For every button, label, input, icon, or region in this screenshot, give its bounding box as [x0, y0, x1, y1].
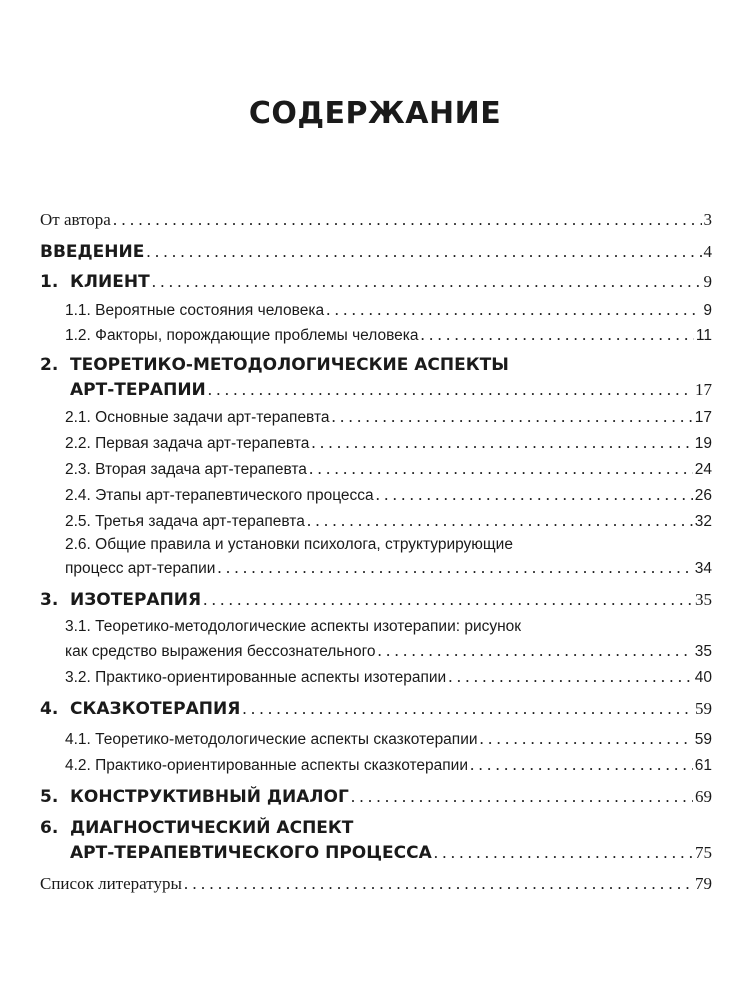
toc-label: 3.2. Практико-ориентированные аспекты изотерапии [65, 669, 447, 686]
leader-dots [311, 433, 692, 453]
toc-entry-1-1[interactable] [65, 300, 712, 320]
chapter-title: КЛИЕНТ [70, 272, 150, 292]
toc-page: 69 [695, 787, 712, 806]
toc-label: 2.3. Вторая задача арт-терапевта [65, 461, 307, 478]
toc-label: как средство выражения бессознательного [65, 643, 376, 660]
toc-label: 2.2. Первая задача арт-терапевта [65, 435, 310, 452]
toc-entry-1-2[interactable] [65, 325, 712, 345]
chapter-number: 4. [40, 699, 59, 719]
toc-entry-author[interactable] [40, 210, 712, 230]
toc-entry-2-2[interactable] [65, 433, 712, 453]
leader-dots [378, 641, 693, 661]
toc-page: 26 [694, 487, 712, 504]
chapter-number: 6. [40, 818, 59, 838]
toc-entry-chapter-6-line1[interactable] [40, 818, 353, 838]
toc-entry-3-1-line1[interactable]: 3.1. Теоретико-методологические аспекты изотерапии: рисунок [65, 618, 522, 635]
toc-entry-4-1[interactable] [65, 729, 712, 749]
leader-dots [470, 755, 693, 775]
toc-page: 79 [695, 874, 712, 893]
toc-entry-chapter-4[interactable] [40, 699, 712, 719]
toc-page: 9 [703, 302, 712, 319]
toc-page: 40 [694, 669, 712, 686]
leader-dots [217, 558, 692, 578]
toc-label [40, 843, 432, 863]
toc-page: 61 [694, 757, 712, 774]
chapter-title-line1: ТЕОРЕТИКО-МЕТОДОЛОГИЧЕСКИЕ АСПЕКТЫ [70, 355, 509, 375]
toc-entry-intro[interactable] [40, 242, 712, 262]
chapter-number: 2. [40, 355, 59, 375]
toc-page: 59 [694, 731, 712, 748]
toc-entry-chapter-1[interactable] [40, 272, 712, 292]
chapter-number: 5. [40, 787, 59, 807]
toc-entry-2-5[interactable] [65, 511, 712, 531]
toc-page: 35 [695, 590, 712, 609]
toc-label [40, 590, 201, 610]
toc-label: 1.1. Вероятные состояния человека [65, 302, 325, 319]
leader-dots [376, 485, 693, 505]
leader-dots [203, 590, 693, 610]
toc-entry-3-1[interactable] [65, 641, 712, 661]
toc-label: ВВЕДЕНИЕ [40, 242, 145, 262]
toc-label: От автора [40, 210, 111, 229]
toc-entry-chapter-6[interactable] [40, 843, 712, 863]
toc-page: 17 [694, 409, 712, 426]
toc-page: 59 [695, 699, 712, 718]
leader-dots [332, 407, 693, 427]
toc-label [40, 787, 349, 807]
toc-entry-2-1[interactable] [65, 407, 712, 427]
toc-entry-2-6[interactable] [65, 558, 712, 578]
leader-dots [146, 242, 701, 262]
toc-entry-chapter-2[interactable] [40, 380, 712, 400]
leader-dots [242, 699, 693, 719]
toc-entry-bibliography[interactable] [40, 874, 712, 894]
toc-page: 34 [694, 560, 712, 577]
toc-label [40, 272, 150, 292]
chapter-title-line1: ДИАГНОСТИЧЕСКИЙ АСПЕКТ [70, 818, 354, 838]
toc-entry-3-2[interactable] [65, 667, 712, 687]
leader-dots [326, 300, 701, 320]
toc-label: 4.2. Практико-ориентированные аспекты сказкотерапии [65, 757, 468, 774]
leader-dots [184, 874, 693, 894]
toc-label: 2.5. Третья задача арт-терапевта [65, 513, 305, 530]
toc-page: 19 [694, 435, 712, 452]
leader-dots [480, 729, 693, 749]
toc-label: 1.2. Факторы, порождающие проблемы человека [65, 327, 419, 344]
toc-page: 17 [695, 380, 712, 399]
toc-page: 4 [703, 242, 712, 261]
toc-page: 3 [703, 210, 712, 229]
chapter-title: СКАЗКОТЕРАПИЯ [70, 699, 241, 719]
toc-entry-chapter-2-line1[interactable] [40, 355, 509, 375]
leader-dots [152, 272, 702, 292]
leader-dots [208, 380, 693, 400]
chapter-title: АРТ-ТЕРАПЕВТИЧЕСКОГО ПРОЦЕССА [70, 843, 432, 863]
toc-page: 75 [695, 843, 712, 862]
leader-dots [113, 210, 702, 230]
toc-label: Список литературы [40, 874, 182, 893]
toc-label: 2.4. Этапы арт-терапевтического процесса [65, 487, 374, 504]
toc-label [40, 699, 240, 719]
toc-entry-chapter-3[interactable] [40, 590, 712, 610]
toc-label: процесс арт-терапии [65, 560, 216, 577]
toc-page: 24 [694, 461, 712, 478]
toc-page: 9 [703, 272, 712, 291]
chapter-title: ИЗОТЕРАПИЯ [70, 590, 202, 610]
toc-entry-2-6-line1[interactable]: 2.6. Общие правила и установки психолога, структурирующие [65, 536, 513, 553]
leader-dots [434, 843, 693, 863]
toc-entry-2-3[interactable] [65, 459, 712, 479]
leader-dots [307, 511, 693, 531]
toc-page: 32 [694, 513, 712, 530]
leader-dots [448, 667, 693, 687]
toc-page: 35 [694, 643, 712, 660]
toc-entry-4-2[interactable] [65, 755, 712, 775]
toc-label: 2.1. Основные задачи арт-терапевта [65, 409, 330, 426]
toc-page: 11 [695, 327, 712, 344]
leader-dots [351, 787, 693, 807]
chapter-number: 1. [40, 272, 59, 292]
leader-dots [309, 459, 693, 479]
toc-label [40, 380, 206, 400]
page-title: СОДЕРЖАНИЕ [248, 96, 502, 131]
leader-dots [421, 325, 694, 345]
toc-entry-2-4[interactable] [65, 485, 712, 505]
chapter-title: АРТ-ТЕРАПИИ [70, 380, 206, 400]
chapter-number: 3. [40, 590, 59, 610]
chapter-title: КОНСТРУКТИВНЫЙ ДИАЛОГ [70, 787, 349, 807]
toc-entry-chapter-5[interactable] [40, 787, 712, 807]
toc-label: 4.1. Теоретико-методологические аспекты сказкотерапии [65, 731, 478, 748]
